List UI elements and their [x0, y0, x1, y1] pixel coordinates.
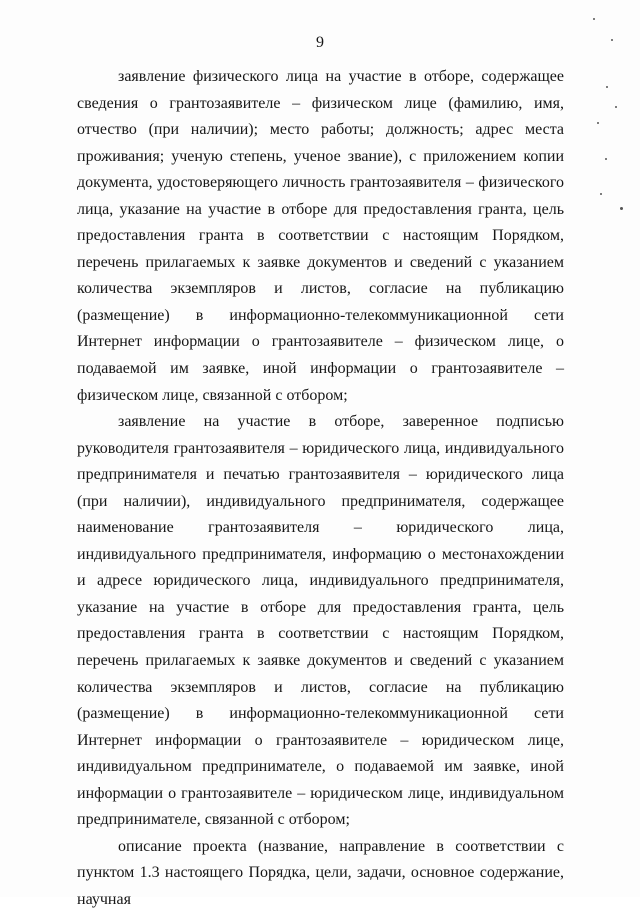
scan-speck	[600, 193, 602, 195]
paragraph-legal-entity-application: заявление на участие в отборе, заверенное подписью руководителя грантозаявителя – юридического лица, индивидуального предпринимателя и печатью грантозаявителя – юридического лица (при наличии), индивидуального предпринимателя, содержащее наименование грантозаявителя – юридического лица, индивидуального предпринимателя, информацию о местонахождении и адресе юридического лица, индивидуального предпринимателя, указание на участие в отборе для предоставления гранта, цель предоставления гранта в соответствии с настоящим Порядком, перечень прилагаемых к заявке документов и сведений с указанием количества экземпляров и листов, согласие на публикацию (размещение) в информационно-телекоммуникационной сети Интернет информации о грантозаявителе – юридическом лице, индивидуальном предпринимателе, о подаваемой им заявке, иной информации о грантозаявителе – юридическом лице, индивидуальном предпринимателе, связанной с отбором;	[77, 413, 564, 829]
page-number: 9	[316, 34, 324, 51]
body-text	[77, 64, 564, 914]
paragraph-individual-application: заявление физического лица на участие в отборе, содержащее сведения о грантозаявителе – физическом лице (фамилию, имя, отчество (при наличии); место работы; должность; адрес места проживания; ученую степень, ученое звание), с приложением копии документа, удостоверяющего личность грантозаявителя – физического лица, указание на участие в отборе для предоставления гранта, цель предоставления гранта в соответствии с настоящим Порядком, перечень прилагаемых к заявке документов и сведений с указанием количества экземпляров и листов, согласие на публикацию (размещение) в информационно-телекоммуникационной сети Интернет информации о грантозаявителе – физическом лице, о подаваемой им заявке, иной информации о грантозаявителе – физическом лице, связанной с отбором;	[77, 68, 564, 404]
scan-speck	[605, 158, 607, 160]
scan-speck	[593, 18, 595, 20]
scan-speck	[615, 106, 617, 108]
scan-speck	[611, 39, 613, 41]
paragraph-project-description: описание проекта (название, направление в соответствии с пунктом 1.3 настоящего Порядка, цели, задачи, основное содержание, научная	[77, 837, 564, 908]
scan-speck	[606, 86, 608, 88]
scan-speck	[620, 207, 623, 210]
scan-speck	[597, 122, 599, 124]
